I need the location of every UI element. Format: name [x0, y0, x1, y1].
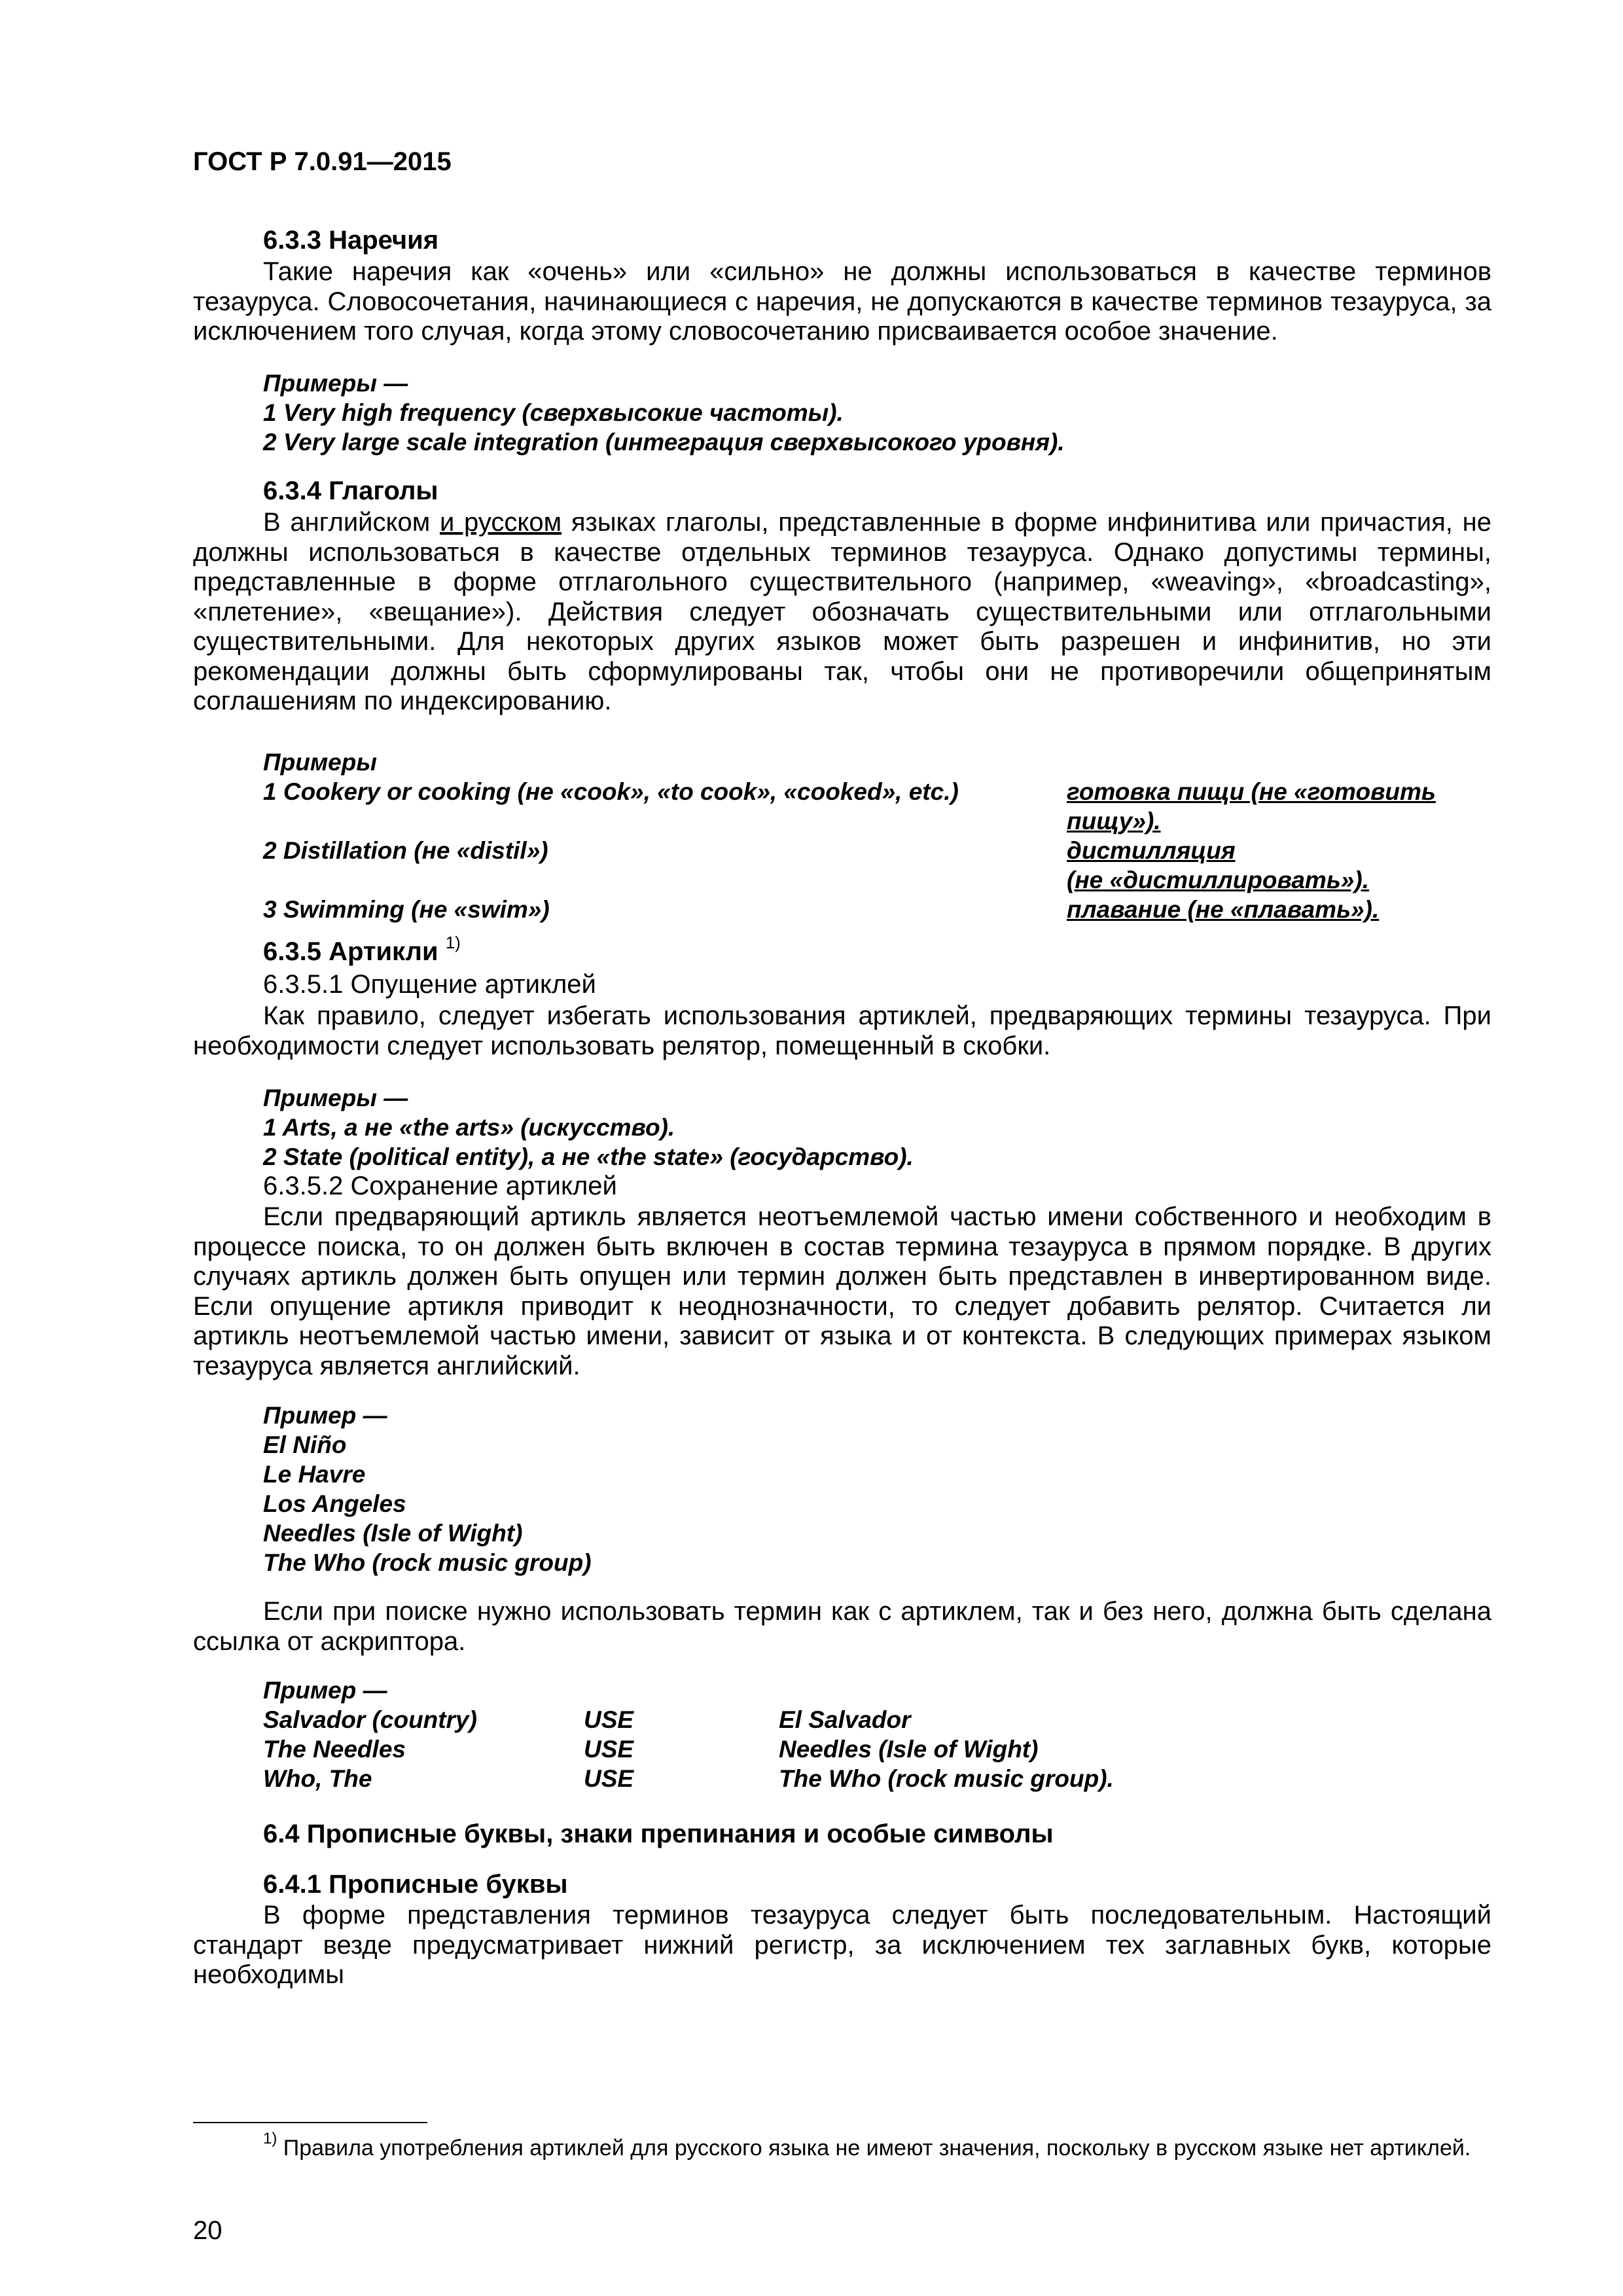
example-term: 3 Swimming (не «swim») [263, 896, 550, 923]
examples-label: Примеры — [263, 1085, 408, 1111]
example-translation: дистилляция [1067, 837, 1236, 864]
example-label: Пример — [263, 1402, 387, 1429]
reference-use: USE [584, 1736, 634, 1763]
section-heading-6-3-3: 6.3.3 Наречия [263, 226, 439, 255]
subsection-heading-6-3-5-2: 6.3.5.2 Сохранение артиклей [263, 1172, 617, 1200]
footnote [193, 2129, 1491, 2162]
example-term: 1 Cookery or cooking (не «cook», «to cook», «cooked», etc.) [263, 778, 959, 805]
section-heading-6-4: 6.4 Прописные буквы, знаки препинания и особые символы [263, 1820, 1054, 1848]
reference-term: Salvador (country) [263, 1706, 477, 1733]
reference-use: USE [584, 1706, 634, 1733]
section-paragraph-6-3-5-2: Если предваряющий артикль является неотъемлемой частью имени собственного и необходим в процессе поиска, то он должен быть включен в состав термина тезауруса в прямом порядке. В других случаях артикль должен быть опущен или термин должен быть представлен в инвертированном виде. Если опущение артикля приводит к неоднозначности, то следует добавить релятор. Считается ли артикль неотъемлемой частью имени, зависит от языка и от контекста. В следующих примерах языком тезауруса является английский. [193, 1202, 1491, 1380]
reference-target: Needles (Isle of Wight) [779, 1736, 1039, 1763]
section-paragraph-ascriptor: Если при поиске нужно использовать термин как с артиклем, так и без него, должна быть сделана ссылка от аскриптора. [193, 1597, 1491, 1656]
reference-target: The Who (rock music group). [779, 1765, 1114, 1792]
footnote-marker: 1) [445, 932, 461, 952]
reference-term: Who, The [263, 1765, 372, 1792]
underlined-text: и русском [439, 508, 562, 537]
example-item: 2 Very large scale integration (интеграция сверхвысокого уровня). [263, 429, 1065, 456]
section-paragraph-6-3-3: Такие наречия как «очень» или «сильно» не должны использоваться в качестве терминов тезауруса. Словосочетания, начинающиеся с наречия, не допускаются в качестве терминов тезауруса, за исключением того случая, когда этому словосочетанию присваивается особое значение. [193, 257, 1491, 346]
reference-term: The Needles [263, 1736, 406, 1763]
subsection-heading-6-3-5-1: 6.3.5.1 Опущение артиклей [263, 970, 596, 999]
example-item: El Niño [263, 1431, 347, 1458]
example-item: 1 Arts, а не «the arts» (искусство). [263, 1114, 675, 1141]
example-term: 2 Distillation (не «distil») [263, 837, 548, 864]
example-translation: пищу»). [1067, 808, 1161, 834]
example-item: 2 State (political entity), а не «the state» (государство). [263, 1143, 914, 1170]
example-translation: готовка пищи (не «готовить [1067, 778, 1436, 805]
example-translation: плавание (не «плавать»). [1067, 896, 1380, 923]
footnote-marker: 1) [263, 2129, 277, 2147]
reference-use: USE [584, 1765, 634, 1792]
section-paragraph-6-3-4: В английском и русском языках глаголы, представленные в форме инфинитива или причастия, не должны использоваться в качестве отдельных терминов тезауруса. Однако допустимы термины, представленные в форме отглагольного существительного (например, «weaving», «broadcasting», «плетение», «вещание»). Действия следует обозначать существительными или отглагольными существительными. Для некоторых других языков может быть разрешен и инфинитив, но эти рекомендации должны быть сформулированы так, чтобы они не противоречили общепринятым соглашениям по индексированию. [193, 508, 1491, 715]
section-paragraph-6-3-5-1: Как правило, следует избегать использования артиклей, предваряющих термины тезауруса. При необходимости следует использовать релятор, помещенный в скобки. [193, 1001, 1491, 1060]
example-item: 1 Very high frequency (сверхвысокие частоты). [263, 399, 844, 426]
section-heading-6-3-4: 6.3.4 Глаголы [263, 476, 438, 505]
example-item: Los Angeles [263, 1490, 406, 1517]
example-label: Пример — [263, 1677, 387, 1704]
section-paragraph-6-4-1: В форме представления терминов тезауруса следует быть последовательным. Настоящий стандарт везде предусматривает нижний регистр, за исключением тех заглавных букв, которые необходимы [193, 1901, 1491, 1989]
examples-label: Примеры [263, 749, 377, 776]
footnote-separator [193, 2122, 427, 2123]
section-heading-6-4-1: 6.4.1 Прописные буквы [263, 1870, 568, 1899]
example-item: Needles (Isle of Wight) [263, 1520, 523, 1547]
examples-label: Примеры — [263, 370, 408, 397]
footnote-text: Правила употребления артиклей для русского языка не имеют значения, поскольку в русском языке нет артиклей. [283, 2136, 1471, 2161]
page-number: 20 [193, 2216, 223, 2245]
document-header: ГОСТ Р 7.0.91—2015 [193, 147, 452, 176]
example-item: The Who (rock music group) [263, 1549, 592, 1576]
example-translation: (не «дистиллировать»). [1067, 867, 1369, 893]
section-heading-6-3-5: 6.3.5 Артикли $^{1)}$ [263, 932, 461, 966]
example-item: Le Havre [263, 1461, 366, 1488]
reference-target: El Salvador [779, 1706, 911, 1733]
